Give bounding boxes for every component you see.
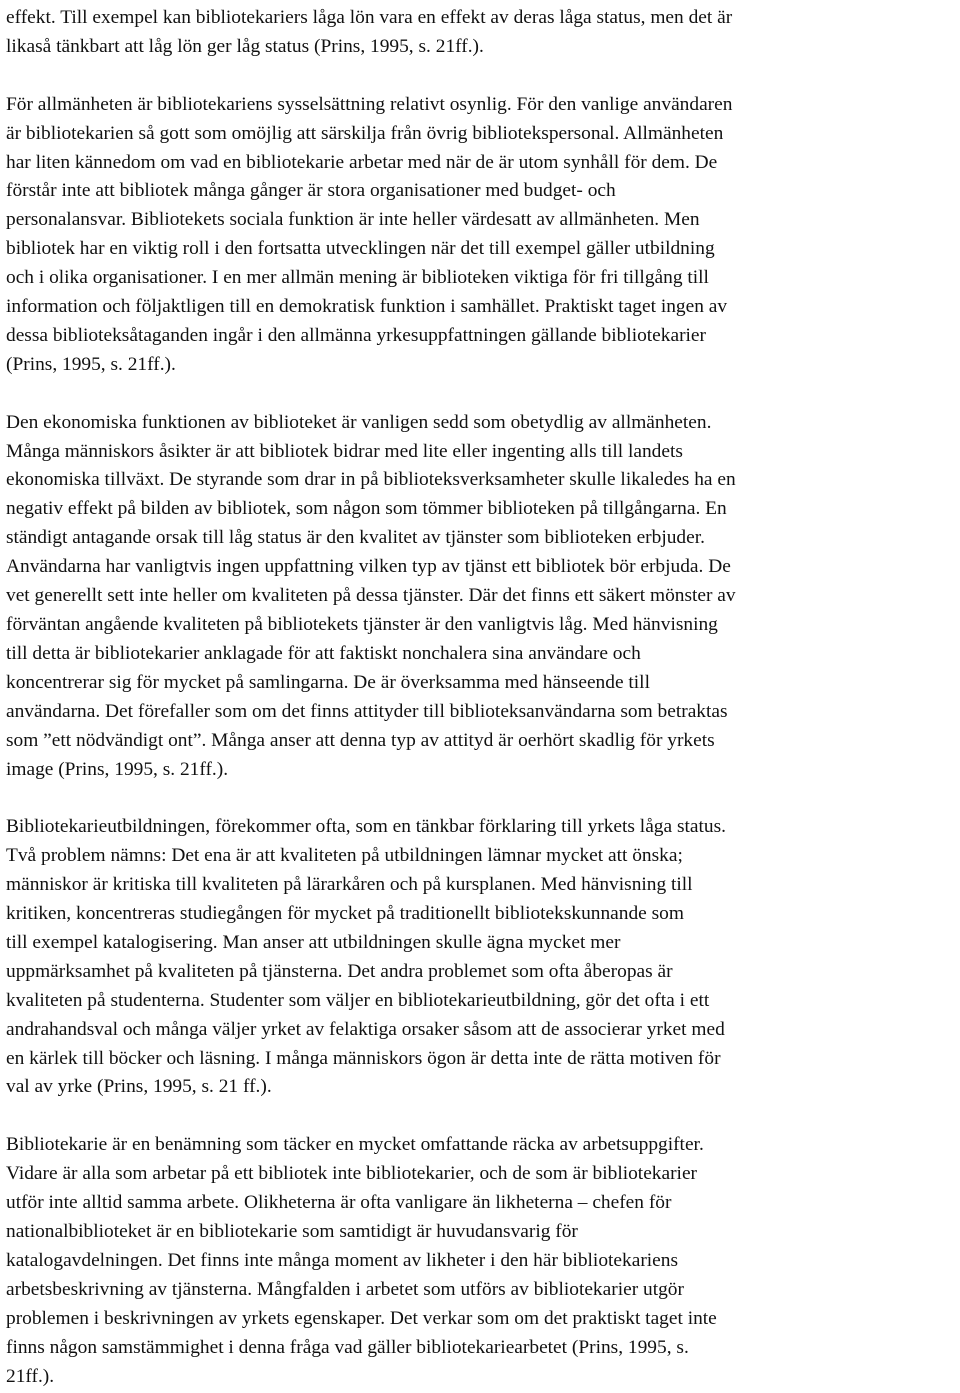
text-line: Den ekonomiska funktionen av biblioteket är vanligen sedd som obetydlig av allmänheten. <box>6 411 712 433</box>
text-line: bibliotek har en viktig roll i den fortsatta utvecklingen när det till exempel gäller utbildning <box>6 238 715 260</box>
text-line: kritiken, koncentreras studiegången för mycket på traditionellt bibliotekskunnande som <box>6 903 684 925</box>
paragraph <box>6 409 954 785</box>
paragraph <box>6 813 954 1102</box>
text-line: användarna. Det förefaller som om det finns attityder till biblioteksanvändarna som betraktas <box>6 700 728 722</box>
text-line: nationalbiblioteket är en bibliotekarie som samtidigt är huvudansvarig för <box>6 1221 578 1242</box>
text-line: som ”ett nödvändigt ont”. Många anser att denna typ av attityd är oerhört skadlig för yrkets <box>6 729 715 751</box>
text-line: arbetsbeskrivning av tjänsterna. Mångfalden i arbetet som utförs av bibliotekarier utgör <box>6 1278 684 1300</box>
text-line: 21ff.). <box>6 1365 55 1387</box>
text-line: information och följaktligen till en demokratisk funktion i samhället. Praktiskt taget ingen av <box>6 296 728 318</box>
paragraph <box>6 91 954 380</box>
document-page <box>6 4 954 1391</box>
text-line: val av yrke (Prins, 1995, s. 21 ff.). <box>6 1076 272 1098</box>
text-line: vet generellt sett inte heller om kvaliteten på dessa tjänster. Där det finns ett säkert mönster av <box>6 585 736 607</box>
text-line: Vidare är alla som arbetar på ett bibliotek inte bibliotekarier, och de som är bibliotekarier <box>6 1163 698 1185</box>
text-line: Många människors åsikter är att bibliotek bidrar med lite eller ingenting alls till landets <box>6 440 683 462</box>
text-line: likaså tänkbart att låg lön ger låg status (Prins, 1995, s. 21ff.). <box>6 35 484 57</box>
text-line: problemen i beskrivningen av yrkets egenskaper. Det verkar som om det praktiskt taget inte <box>6 1307 717 1329</box>
text-line: en kärlek till böcker och läsning. I många människors ögon är detta inte de rätta motiven för <box>6 1047 721 1069</box>
text-line: dessa biblioteksåtaganden ingår i den allmänna yrkesuppfattningen gällande bibliotekarier <box>6 324 706 346</box>
text-line: är bibliotekarien så gott som omöjlig att särskilja från övrig bibliotekspersonal. Allmänheten <box>6 122 724 144</box>
text-line: förstår inte att bibliotek många gånger är stora organisationer med budget- och <box>6 180 616 202</box>
text-line: finns någon samstämmighet i denna fråga vad gäller bibliotekariearbetet (Prins, 1995, s. <box>6 1336 689 1358</box>
text-line: till detta är bibliotekarier anklagade för att faktiskt nonchalera sina användare och <box>6 642 641 664</box>
text-line: katalogavdelningen. Det finns inte många moment av likheter i den här bibliotekariens <box>6 1249 679 1271</box>
text-line: koncentrerar sig för mycket på samlingarna. De är överksamma med hänseende till <box>6 671 650 693</box>
text-line: Bibliotekarieutbildningen, förekommer ofta, som en tänkbar förklaring till yrkets låga status. <box>6 816 726 838</box>
text-line: andrahandsval och många väljer yrket av felaktiga orsaker såsom att de associerar yrket med <box>6 1018 725 1040</box>
text-line: ekonomiska tillväxt. De styrande som drar in på biblioteksverksamheter skulle likaledes ha en <box>6 469 736 491</box>
text-line: effekt. Till exempel kan bibliotekariers låga lön vara en effekt av deras låga status, men det är <box>6 7 733 28</box>
text-line: negativ effekt på bilden av bibliotek, som någon som tömmer biblioteken på tillgångarna. En <box>6 498 727 520</box>
text-line: människor är kritiska till kvaliteten på lärarkåren och på kursplanen. Med hänvisning till <box>6 874 693 896</box>
text-line: utför inte alltid samma arbete. Olikheterna är ofta vanligare än likheterna – chefen för <box>6 1192 672 1214</box>
text-line: kvaliteten på studenterna. Studenter som väljer en bibliotekarieutbildning, gör det ofta i ett <box>6 989 710 1011</box>
text-line: ständigt antagande orsak till låg status är den kvalitet av tjänster som biblioteken erbjuder. <box>6 527 705 549</box>
paragraph <box>6 1131 954 1391</box>
text-line: personalansvar. Bibliotekets sociala funktion är inte heller värdesatt av allmänheten. Men <box>6 209 700 231</box>
text-line: uppmärksamhet på kvaliteten på tjänsterna. Det andra problemet som ofta åberopas är <box>6 960 673 982</box>
text-line: Bibliotekarie är en benämning som täcker en mycket omfattande räcka av arbetsuppgifter. <box>6 1134 704 1156</box>
text-line: För allmänheten är bibliotekariens sysselsättning relativt osynlig. För den vanlige användaren <box>6 93 733 115</box>
text-line: till exempel katalogisering. Man anser att utbildningen skulle ägna mycket mer <box>6 931 621 953</box>
text-line: och i olika organisationer. I en mer allmän mening är biblioteken viktiga för fri tillgång till <box>6 267 709 289</box>
text-line: Användarna har vanligtvis ingen uppfattning vilken typ av tjänst ett bibliotek bör erbjuda. De <box>6 556 731 578</box>
text-line: förväntan angående kvaliteten på bibliotekets tjänster är den vanligtvis låg. Med hänvisning <box>6 614 718 635</box>
paragraph <box>6 4 954 62</box>
text-line: (Prins, 1995, s. 21ff.). <box>6 353 176 375</box>
text-line: image (Prins, 1995, s. 21ff.). <box>6 758 229 780</box>
text-line: har liten kännedom om vad en bibliotekarie arbetar med när de är utom synhåll för dem. De <box>6 151 718 173</box>
text-line: Två problem nämns: Det ena är att kvaliteten på utbildningen lämnar mycket att önska; <box>6 845 683 867</box>
